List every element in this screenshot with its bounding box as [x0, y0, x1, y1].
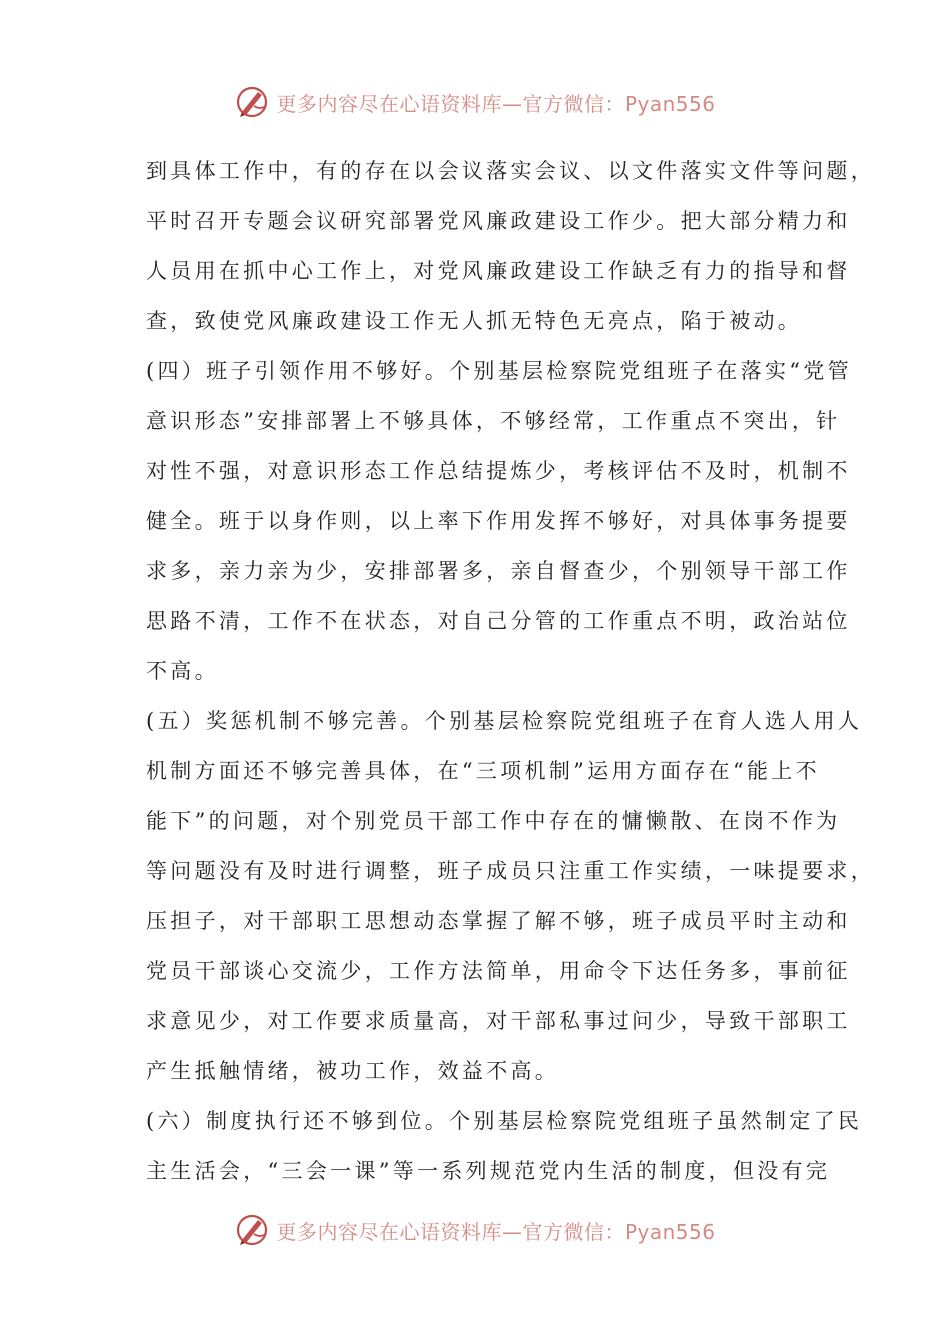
text-line: 机制方面还不够完善具体，在“三项机制”运用方面存在“能上不: [146, 759, 820, 783]
text-line: 不高。: [146, 659, 219, 683]
text-line: 党员干部谈心交流少，工作方法简单，用命令下达任务多，事前征: [146, 959, 851, 983]
pen-logo-icon: [234, 1212, 270, 1248]
text-line: 思路不清，工作不在状态，对自己分管的工作重点不明，政治站位: [146, 609, 851, 633]
text-line: 查，致使党风廉政建设工作无人抓无特色无亮点，陷于被动。: [146, 309, 803, 333]
text-line: 人员用在抓中心工作上，对党风廉政建设工作缺乏有力的指导和督: [146, 259, 851, 283]
footer-banner-text: 更多内容尽在心语资料库—官方微信：Pyan556: [276, 1219, 716, 1244]
text-line: 主生活会，“三会一课”等一系列规范党内生活的制度，但没有完: [146, 1159, 831, 1183]
text-line: 到具体工作中，有的存在以会议落实会议、以文件落实文件等问题，: [146, 159, 875, 183]
text-line: 对性不强，对意识形态工作总结提炼少，考核评估不及时，机制不: [146, 459, 851, 483]
text-line: 能下”的问题，对个别党员干部工作中存在的慵懒散、在岗不作为: [146, 809, 841, 833]
pen-logo-icon: [234, 84, 270, 120]
text-line: 意识形态”安排部署上不够具体，不够经常，工作重点不突出，针: [146, 409, 841, 433]
text-line: 等问题没有及时进行调整，班子成员只注重工作实绩，一味提要求，: [146, 859, 875, 883]
section-heading-line: (五）奖惩机制不够完善。个别基层检察院党组班子在育人选人用人: [146, 709, 863, 733]
footer-banner: [0, 1208, 950, 1252]
section-heading-line: (六）制度执行还不够到位。个别基层检察院党组班子虽然制定了民: [146, 1109, 863, 1133]
text-line: 压担子，对干部职工思想动态掌握了解不够，班子成员平时主动和: [146, 909, 851, 933]
text-line: 求意见少，对工作要求质量高，对干部私事过问少，导致干部职工: [146, 1009, 851, 1033]
text-line: 产生抵触情绪，被功工作，效益不高。: [146, 1059, 560, 1083]
header-banner-text: 更多内容尽在心语资料库—官方微信：Pyan556: [276, 91, 716, 116]
document-body: [146, 146, 875, 1196]
text-line: 健全。班于以身作则，以上率下作用发挥不够好，对具体事务提要: [146, 509, 851, 533]
header-banner: [0, 80, 950, 124]
section-heading-line: (四）班子引领作用不够好。个别基层检察院党组班子在落实“党管: [146, 359, 852, 383]
text-line: 求多，亲力亲为少，安排部署多，亲自督查少，个别领导干部工作: [146, 559, 851, 583]
text-line: 平时召开专题会议研究部署党风廉政建设工作少。把大部分精力和: [146, 209, 851, 233]
